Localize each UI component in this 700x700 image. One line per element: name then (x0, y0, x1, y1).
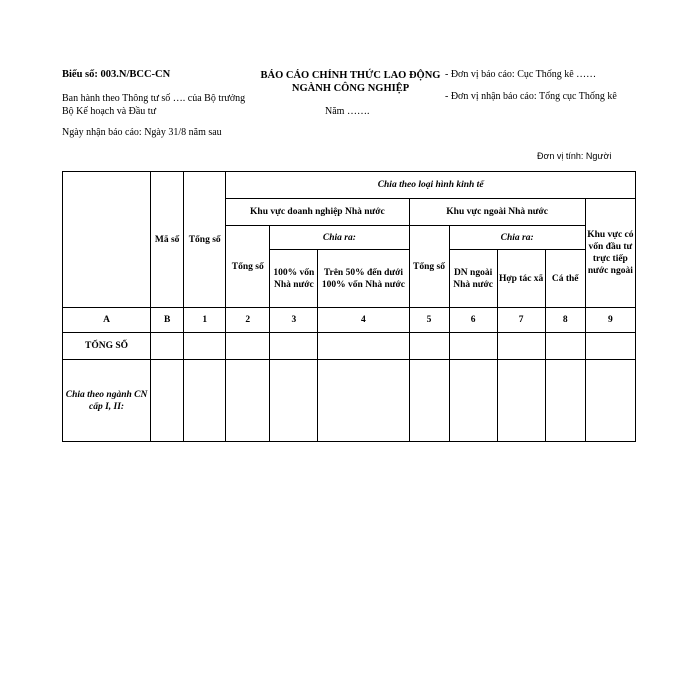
table-cell (409, 360, 449, 442)
nonstate-breakdown-header: Chia ra: (449, 226, 585, 250)
state-50-header: Trên 50% đến dưới 100% vốn Nhà nước (318, 250, 409, 308)
reporting-unit: - Đơn vị báo cáo: Cục Thống kê …… (445, 69, 597, 80)
nonstate-coop-header: Hợp tác xã (497, 250, 545, 308)
col-code-header: Mã số (151, 172, 184, 308)
table-cell (226, 333, 270, 360)
index-cell: 1 (184, 308, 226, 333)
table-cell (151, 360, 184, 442)
index-cell: 9 (585, 308, 635, 333)
table-cell (497, 333, 545, 360)
table-cell (545, 360, 585, 442)
index-cell: 3 (270, 308, 318, 333)
index-cell: B (151, 308, 184, 333)
state-breakdown-header: Chia ra: (270, 226, 409, 250)
table-cell (409, 333, 449, 360)
table-cell (449, 360, 497, 442)
table-cell (585, 360, 635, 442)
nonstate-sector-header: Khu vực ngoài Nhà nước (409, 199, 585, 226)
report-year: Năm ……. (325, 106, 370, 117)
table-cell (545, 333, 585, 360)
report-table (62, 171, 636, 442)
table-cell (318, 360, 409, 442)
nonstate-dn-header: DN ngoài Nhà nước (449, 250, 497, 308)
index-cell: 7 (497, 308, 545, 333)
index-cell: A (63, 308, 151, 333)
report-title: BÁO CÁO CHÍNH THỨC LAO ĐỘNG NGÀNH CÔNG NGHIỆP (260, 70, 441, 94)
fdi-sector-header: Khu vực có vốn đầu tư trực tiếp nước ngoài (585, 199, 635, 308)
table-cell (449, 333, 497, 360)
header-blank-cell (63, 172, 151, 308)
index-cell: 6 (449, 308, 497, 333)
table-cell (184, 360, 226, 442)
by-economic-type-header: Chia theo loại hình kinh tế (226, 172, 636, 199)
state-sector-header: Khu vực doanh nghiệp Nhà nước (226, 199, 409, 226)
index-cell: 8 (545, 308, 585, 333)
index-cell: 4 (318, 308, 409, 333)
table-cell (270, 360, 318, 442)
deadline-text: Ngày nhận báo cáo: Ngày 31/8 năm sau (62, 127, 222, 138)
index-cell: 5 (409, 308, 449, 333)
col-total-header: Tổng số (184, 172, 226, 308)
table-cell (151, 333, 184, 360)
unit-of-measure: Đơn vị tính: Người (537, 151, 612, 161)
table-cell (497, 360, 545, 442)
form-code: Biểu số: 003.N/BCC-CN (62, 69, 171, 80)
table-cell (585, 333, 635, 360)
state-total-header: Tổng số (226, 226, 270, 308)
table-cell (226, 360, 270, 442)
table-cell (184, 333, 226, 360)
state-100-header: 100% vốn Nhà nước (270, 250, 318, 308)
row-total-label: TỔNG SỐ (63, 333, 151, 360)
nonstate-total-header: Tổng số (409, 226, 449, 308)
index-cell: 2 (226, 308, 270, 333)
receiving-unit: - Đơn vị nhận báo cáo: Tổng cục Thống kê (445, 91, 617, 102)
nonstate-individual-header: Cá thể (545, 250, 585, 308)
issued-by-text: Ban hành theo Thông tư số …. của Bộ trưởng Bộ Kế hoạch và Đầu tư (62, 93, 246, 117)
row-by-industry-label: Chia theo ngành CN cấp I, II: (63, 360, 151, 442)
table-cell (318, 333, 409, 360)
table-cell (270, 333, 318, 360)
